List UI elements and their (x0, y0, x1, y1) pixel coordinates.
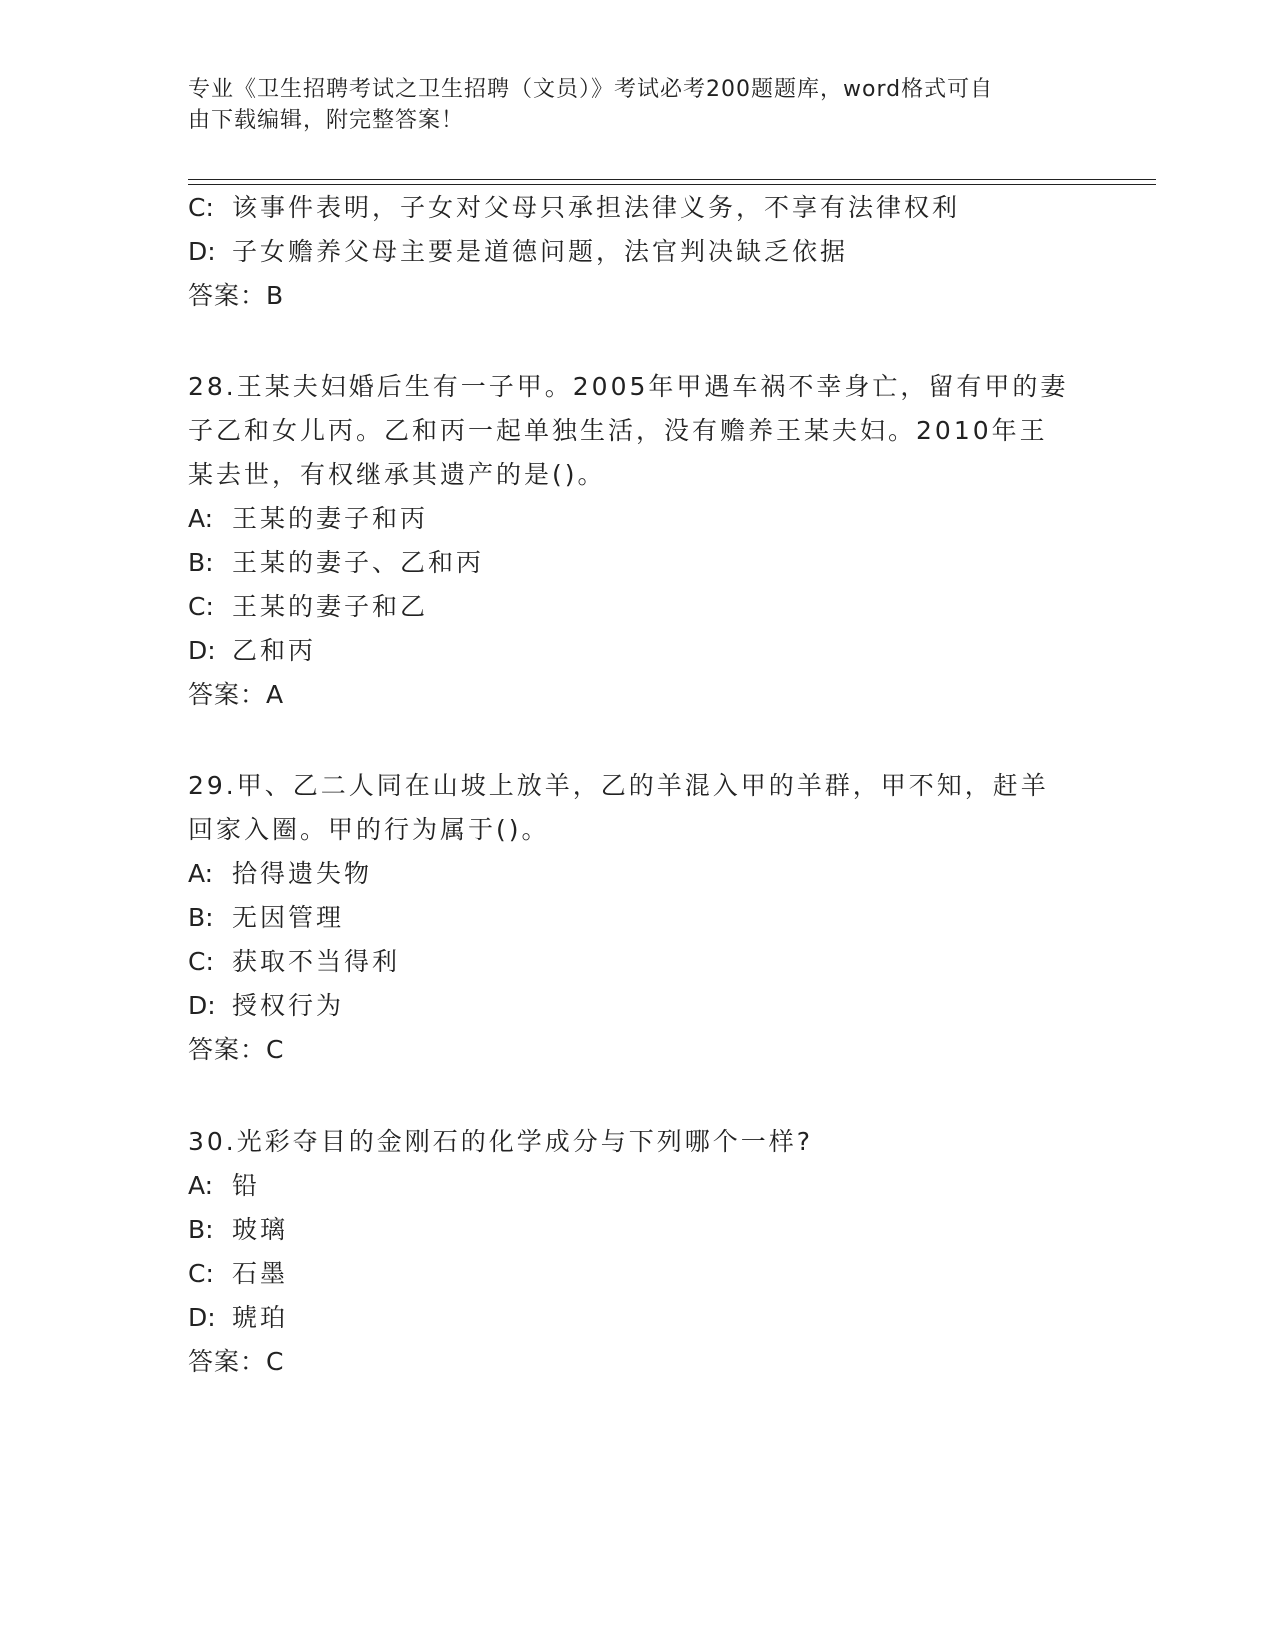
option-text: 石墨 (232, 1259, 289, 1288)
q28-stem-line-1: 28.王某夫妇婚后生有一子甲。2005年甲遇车祸不幸身亡，留有甲的妻 (188, 372, 1069, 401)
header-divider-bottom (188, 184, 1156, 185)
q28-option-a (188, 502, 428, 536)
option-text: 该事件表明，子女对父母只承担法律义务，不享有法律权利 (232, 193, 961, 222)
option-text: 乙和丙 (232, 636, 317, 665)
q30-answer: 答案：C (188, 1347, 285, 1376)
header-line-2: 由下载编辑，附完整答案！ (188, 108, 465, 133)
q29-stem-line-2: 回家入圈。甲的行为属于()。 (188, 815, 550, 844)
q28-option-b (188, 546, 484, 580)
q30-option-b (188, 1213, 288, 1247)
q29-option-c (188, 945, 400, 979)
option-label: D: (188, 991, 216, 1020)
option-label: C: (188, 193, 214, 222)
q30-option-d (188, 1301, 288, 1335)
q29-option-b (188, 901, 344, 935)
q28-option-c (188, 590, 428, 624)
header-line-1: 专业《卫生招聘考试之卫生招聘（文员）》考试必考200题题库，word格式可自 (188, 77, 994, 102)
q29-option-d (188, 989, 344, 1023)
option-text: 无因管理 (232, 903, 345, 932)
option-label: D: (188, 636, 216, 665)
option-label: A: (188, 1171, 214, 1200)
option-label: A: (188, 859, 214, 888)
q29-option-a (188, 857, 372, 891)
option-label: B: (188, 548, 214, 577)
option-label: D: (188, 1303, 216, 1332)
option-text: 玻璃 (232, 1215, 289, 1244)
option-label: C: (188, 947, 214, 976)
option-label: A: (188, 504, 214, 533)
option-text: 王某的妻子、乙和丙 (232, 548, 485, 577)
option-text: 授权行为 (232, 991, 345, 1020)
q30-stem-line-1: 30.光彩夺目的金刚石的化学成分与下列哪个一样? (188, 1127, 814, 1156)
document-header (188, 74, 1068, 136)
prev-option-d (188, 235, 848, 269)
option-text: 王某的妻子和丙 (232, 504, 429, 533)
option-text: 子女赡养父母主要是道德问题，法官判决缺乏依据 (232, 237, 849, 266)
option-text: 获取不当得利 (232, 947, 401, 976)
option-text: 拾得遗失物 (232, 859, 373, 888)
q28-answer: 答案：A (188, 680, 285, 709)
q28-stem-line-2: 子乙和女儿丙。乙和丙一起单独生活，没有赡养王某夫妇。2010年王 (188, 416, 1048, 445)
prev-answer: 答案：B (188, 281, 285, 310)
option-text: 王某的妻子和乙 (232, 592, 429, 621)
option-label: D: (188, 237, 216, 266)
q28-stem-line-3: 某去世，有权继承其遗产的是()。 (188, 460, 606, 489)
option-text: 琥珀 (232, 1303, 289, 1332)
prev-option-c (188, 191, 960, 225)
option-text: 铅 (232, 1171, 261, 1200)
option-label: B: (188, 903, 214, 932)
option-label: B: (188, 1215, 214, 1244)
q28-option-d (188, 634, 316, 668)
q29-stem-line-1: 29.甲、乙二人同在山坡上放羊，乙的羊混入甲的羊群，甲不知，赶羊 (188, 771, 1049, 800)
option-label: C: (188, 1259, 214, 1288)
header-divider-top (188, 179, 1156, 180)
q30-option-a (188, 1169, 260, 1203)
q29-answer: 答案：C (188, 1035, 285, 1064)
q30-option-c (188, 1257, 288, 1291)
option-label: C: (188, 592, 214, 621)
